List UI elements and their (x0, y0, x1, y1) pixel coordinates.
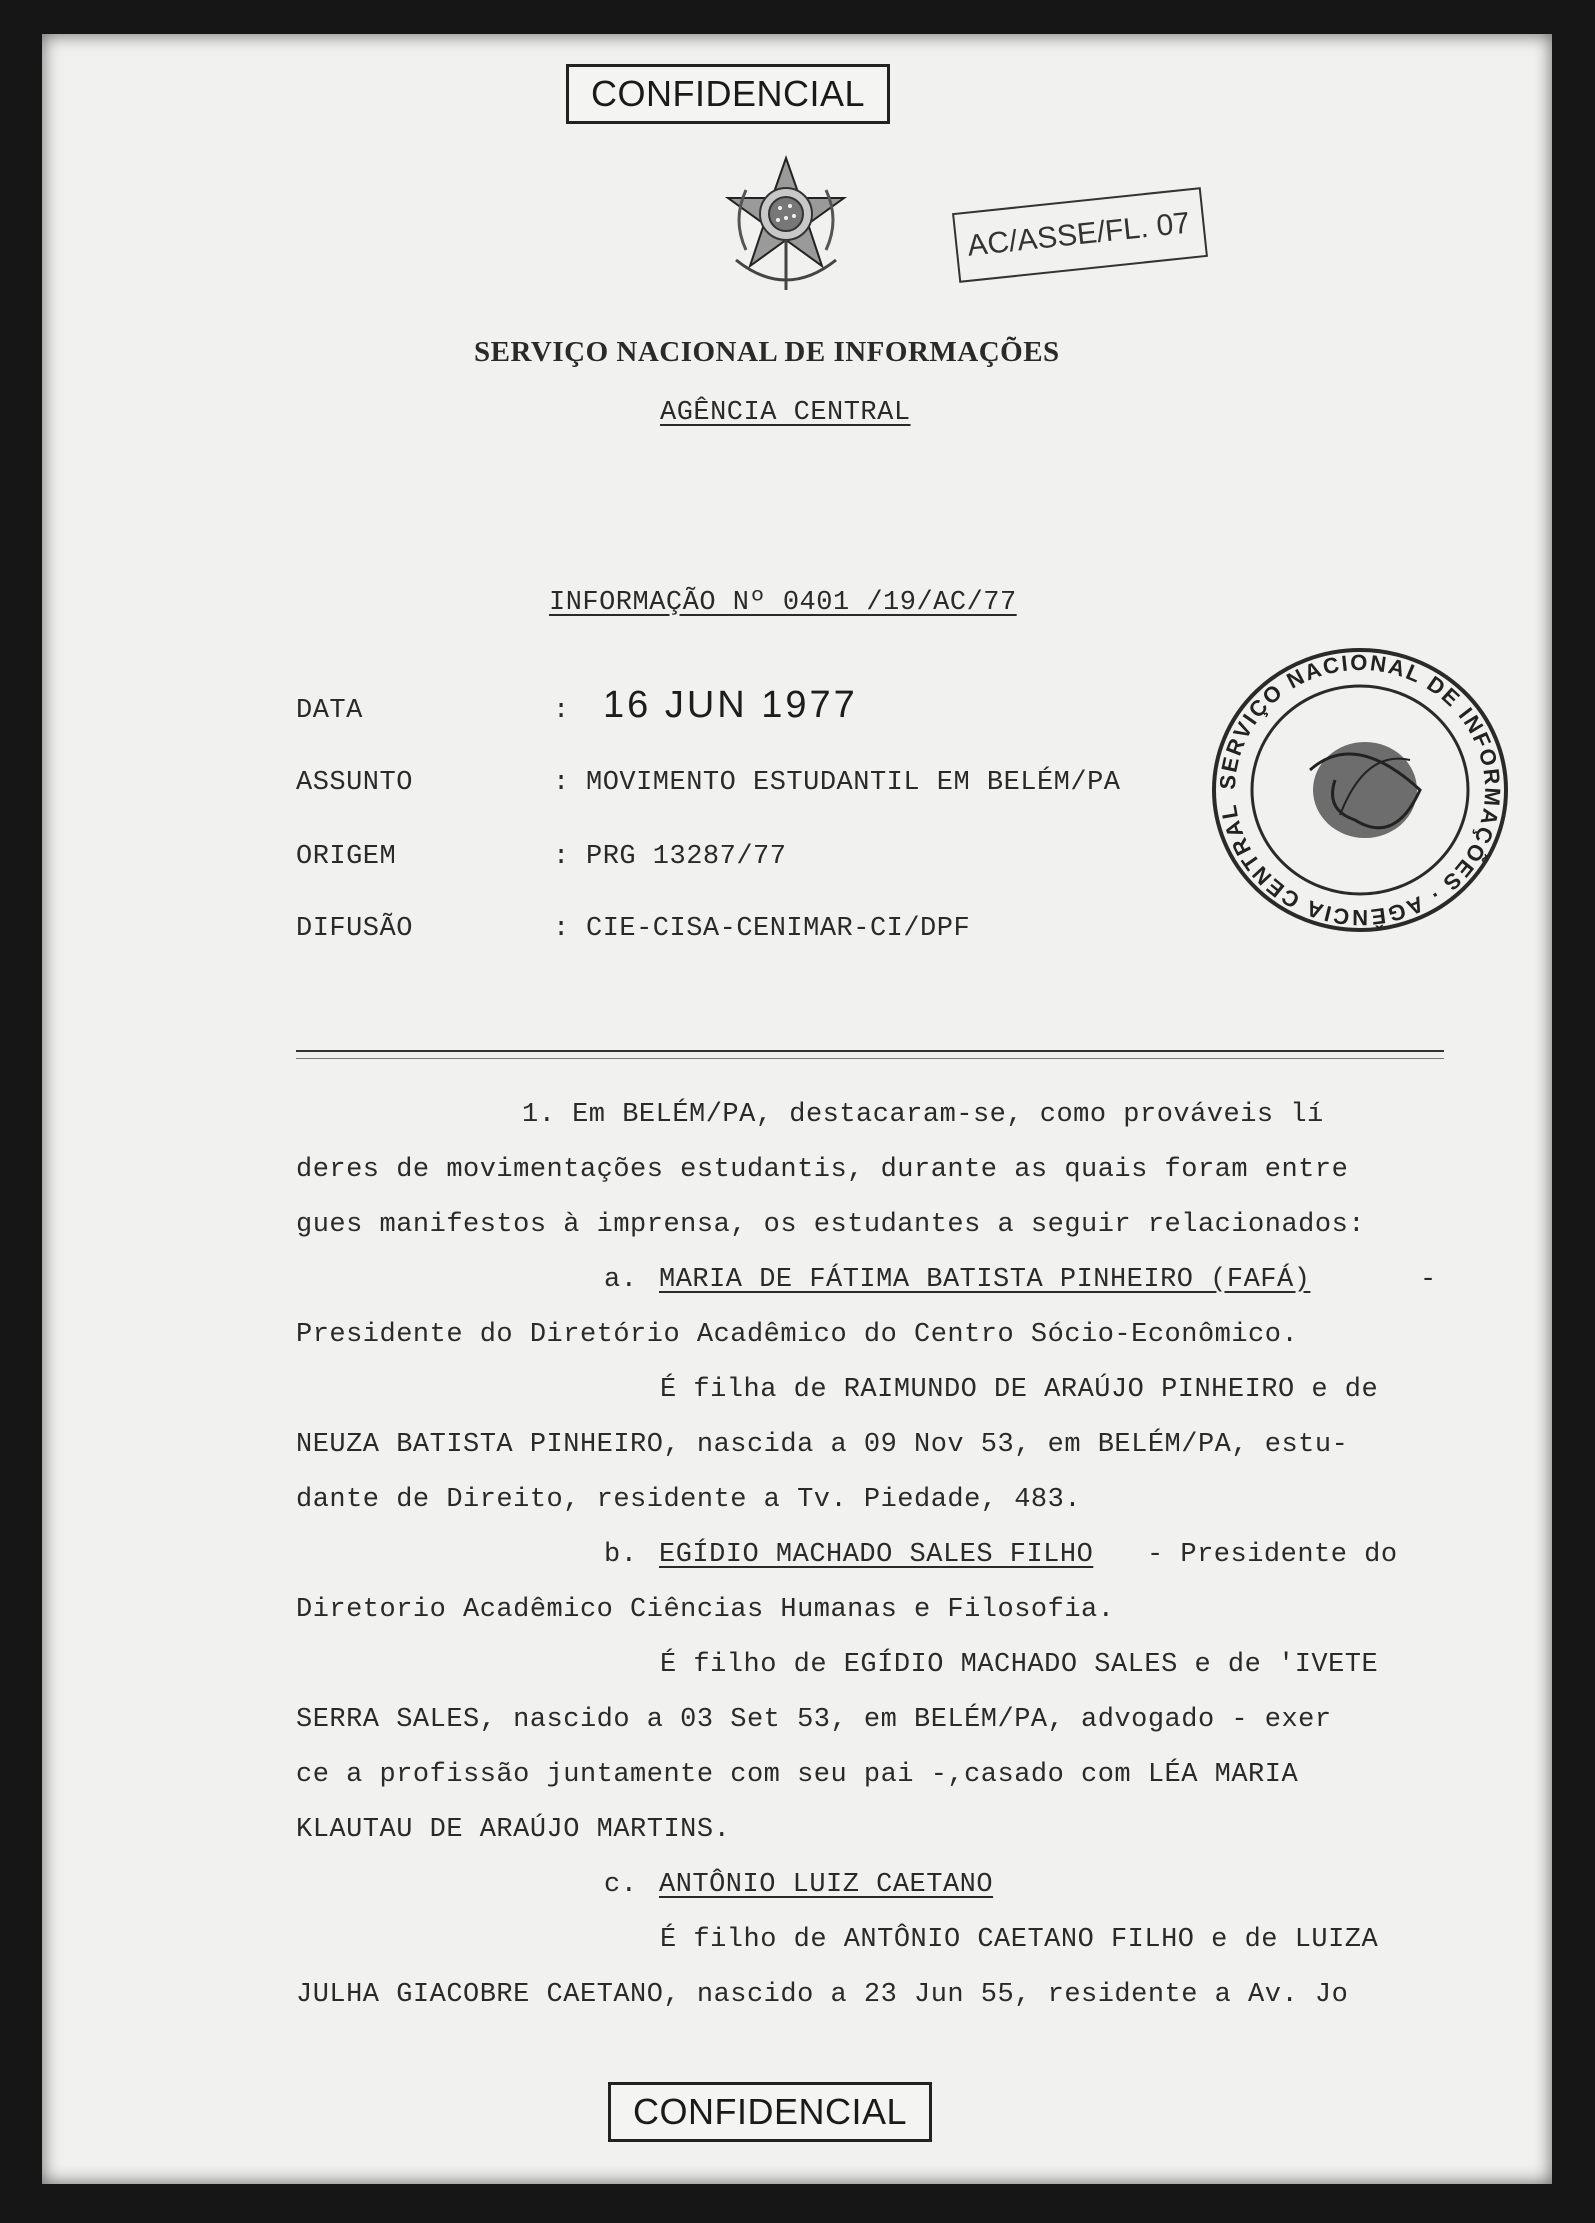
origin-label: ORIGEM (296, 842, 397, 872)
distribution-colon: : (553, 914, 570, 944)
item-b-title: - Presidente do (1147, 1540, 1398, 1570)
confidential-stamp-bottom: CONFIDENCIAL (608, 2082, 932, 2142)
item-c-letter: c. (604, 1870, 638, 1900)
item-a-letter: a. (604, 1265, 638, 1295)
archive-folio-stamp: AC/ASSE/FL. 07 (952, 187, 1208, 283)
paragraph-1-line-2: deres de movimentações estudantis, durante as quais foram entre (296, 1155, 1349, 1185)
origin-colon: : (553, 842, 570, 872)
distribution-value: CIE-CISA-CENIMAR-CI/DPF (586, 914, 971, 944)
item-a-name: MARIA DE FÁTIMA BATISTA PINHEIRO (FAFÁ) (659, 1265, 1311, 1295)
information-number: INFORMAÇÃO Nº 0401 /19/AC/77 (549, 588, 1017, 618)
item-a-dash: - (1420, 1265, 1437, 1295)
agency-office: AGÊNCIA CENTRAL (660, 398, 911, 428)
section-divider (296, 1050, 1444, 1052)
item-c-line-3: JULHA GIACOBRE CAETANO, nascido a 23 Jun 55, residente a Av. Jo (296, 1980, 1349, 2010)
paragraph-1-line-1: 1. Em BELÉM/PA, destacaram-se, como prováveis lí (522, 1100, 1324, 1130)
item-b-line-4: SERRA SALES, nascido a 03 Set 53, em BELÉM/PA, advogado - exer (296, 1705, 1332, 1735)
item-c-name: ANTÔNIO LUIZ CAETANO (659, 1870, 994, 1900)
item-a-line-3: É filha de RAIMUNDO DE ARAÚJO PINHEIRO e de (660, 1375, 1379, 1405)
item-a-line-2: Presidente do Diretório Acadêmico do Centro Sócio-Econômico. (296, 1320, 1299, 1350)
subject-colon: : (553, 768, 570, 798)
item-c-line-2: É filho de ANTÔNIO CAETANO FILHO e de LUIZA (660, 1925, 1379, 1955)
section-divider-shadow (296, 1058, 1444, 1059)
paragraph-1-line-3: gues manifestos à imprensa, os estudantes a seguir relacionados: (296, 1210, 1365, 1240)
confidential-stamp-top: CONFIDENCIAL (566, 64, 890, 124)
distribution-label: DIFUSÃO (296, 914, 413, 944)
item-b-line-3: É filho de EGÍDIO MACHADO SALES e de 'IVETE (660, 1650, 1379, 1680)
date-colon: : (553, 696, 570, 726)
item-b-line-2: Diretorio Acadêmico Ciências Humanas e Filosofia. (296, 1595, 1115, 1625)
item-a-line-5: dante de Direito, residente a Tv. Piedade, 483. (296, 1485, 1082, 1515)
agency-name: SERVIÇO NACIONAL DE INFORMAÇÕES (474, 336, 1060, 368)
subject-value: MOVIMENTO ESTUDANTIL EM BELÉM/PA (586, 768, 1121, 798)
coat-of-arms-icon (716, 150, 856, 300)
item-b-name: EGÍDIO MACHADO SALES FILHO (659, 1540, 1094, 1570)
svg-text:SERVIÇO NACIONAL DE INFORMAÇÕE: SERVIÇO NACIONAL DE INFORMAÇÕES · AGÊNCIA CENTRAL (1214, 649, 1506, 931)
origin-value: PRG 13287/77 (586, 842, 787, 872)
item-a-line-4: NEUZA BATISTA PINHEIRO, nascida a 09 Nov 53, em BELÉM/PA, estu- (296, 1430, 1349, 1460)
subject-label: ASSUNTO (296, 768, 413, 798)
item-b-line-5: ce a profissão juntamente com seu pai -,casado com LÉA MARIA (296, 1760, 1299, 1790)
date-value: 16 JUN 1977 (603, 684, 858, 726)
agency-seal-stamp (1205, 640, 1515, 940)
item-b-letter: b. (604, 1540, 638, 1570)
date-label: DATA (296, 696, 363, 726)
item-b-line-6: KLAUTAU DE ARAÚJO MARTINS. (296, 1815, 731, 1845)
